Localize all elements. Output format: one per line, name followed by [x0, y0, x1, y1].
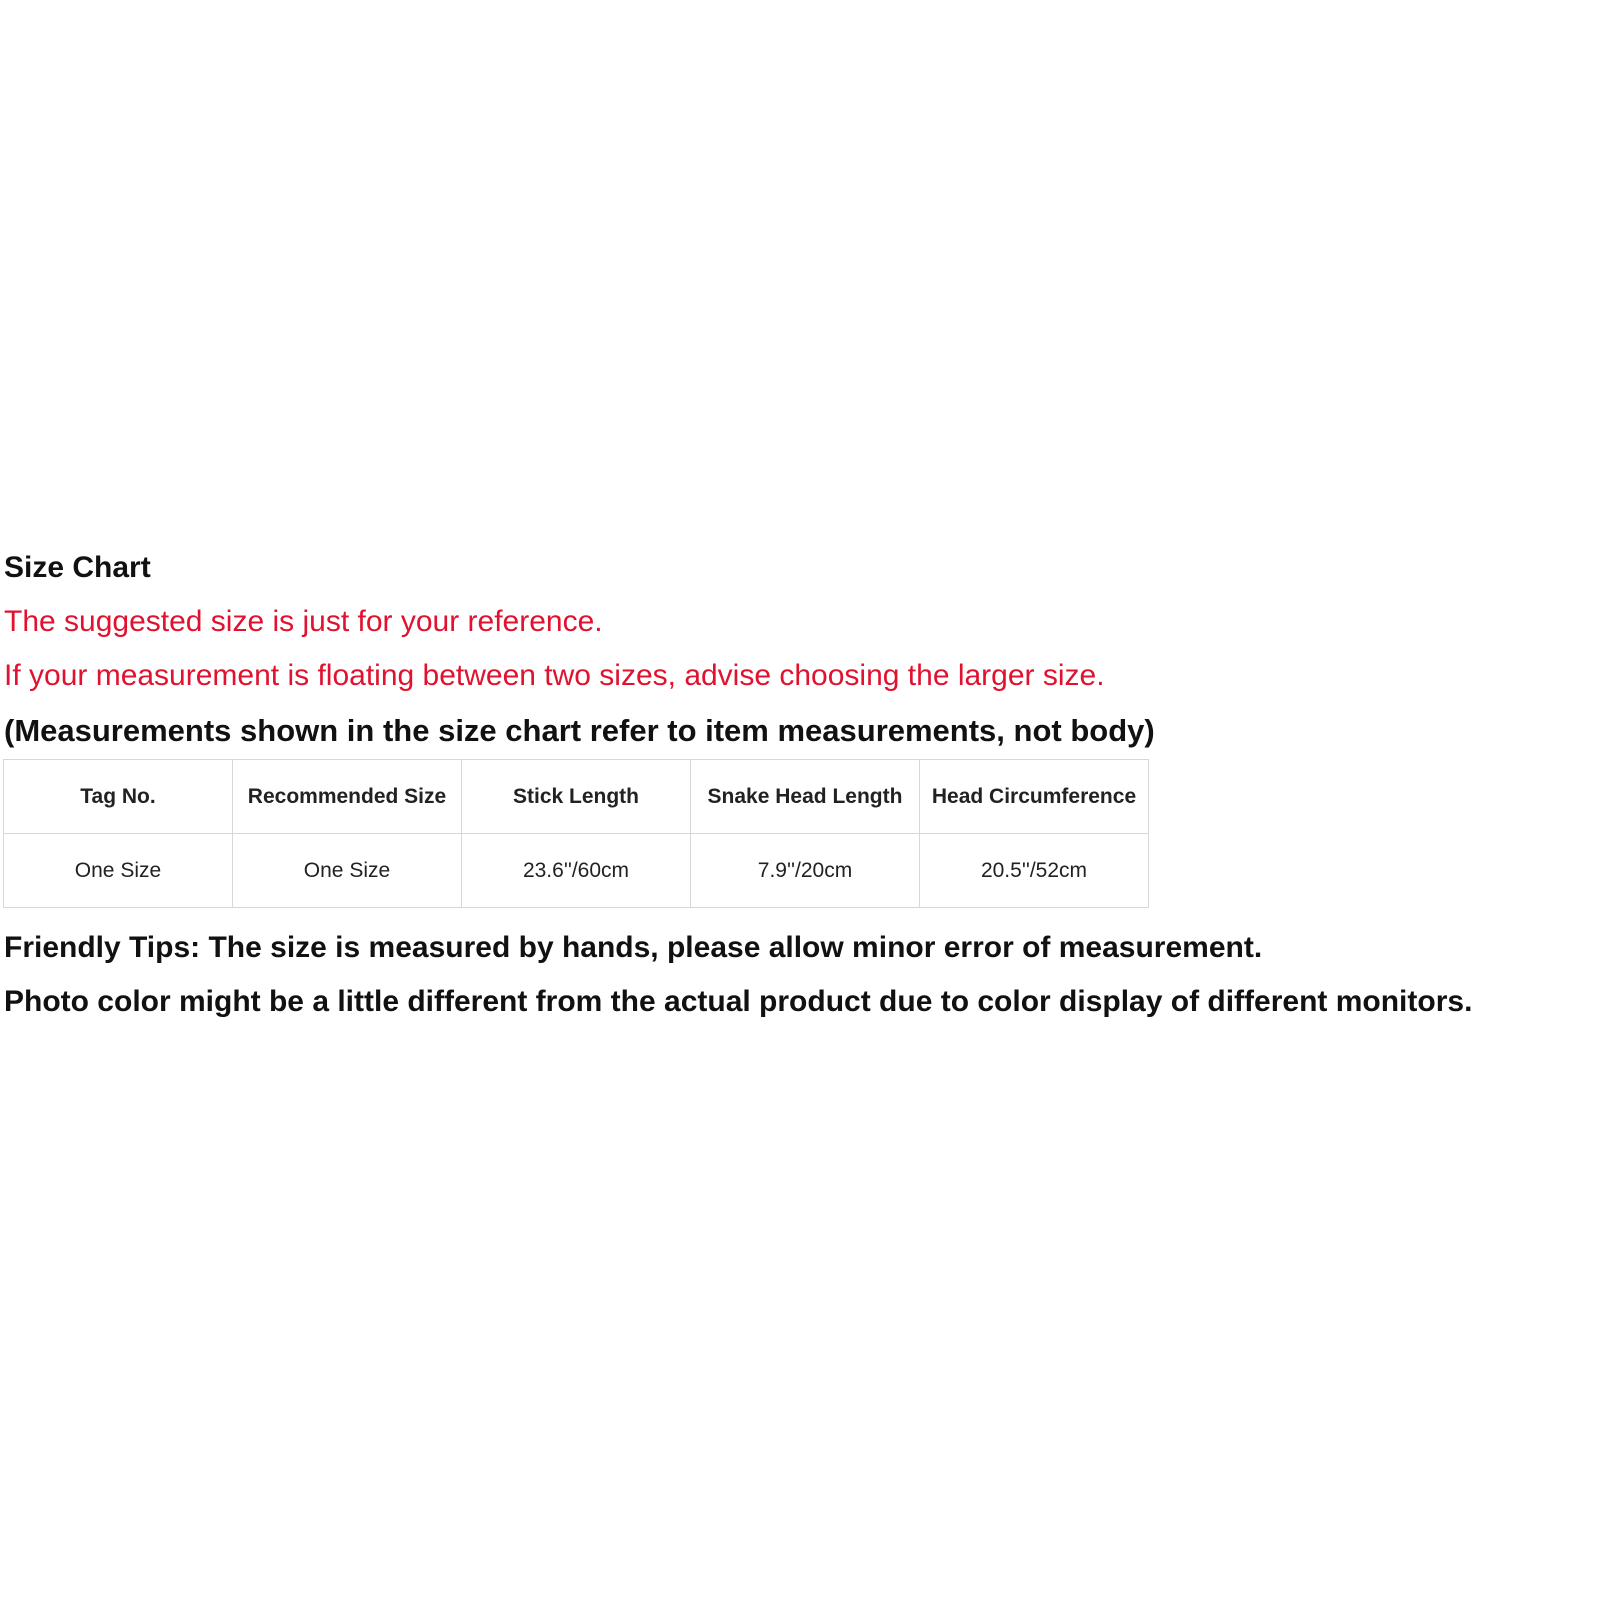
larger-size-advice: If your measurement is floating between two sizes, advise choosing the larger size.	[4, 659, 1105, 692]
friendly-tips	[0, 932, 1600, 1040]
header-head-circumference: Head Circumference	[920, 760, 1149, 834]
cell-snake-head-length: 7.9''/20cm	[691, 834, 920, 908]
header-tag-no: Tag No.	[4, 760, 233, 834]
measurement-disclaimer: (Measurements shown in the size chart refer to item measurements, not body)	[4, 713, 1155, 748]
table-row	[4, 834, 1149, 908]
reference-note: The suggested size is just for your reference.	[4, 605, 603, 638]
cell-stick-length: 23.6''/60cm	[462, 834, 691, 908]
color-tip: Photo color might be a little different from the actual product due to color display of different monitors.	[4, 985, 1473, 1018]
header-snake-head-length: Snake Head Length	[691, 760, 920, 834]
size-chart-section	[0, 553, 1600, 1040]
cell-recommended-size: One Size	[233, 834, 462, 908]
table-header-row	[4, 760, 1149, 834]
size-chart-heading: Size Chart	[4, 551, 151, 584]
measurement-tip: Friendly Tips: The size is measured by hands, please allow minor error of measurement.	[4, 931, 1263, 964]
size-table	[3, 759, 1149, 908]
cell-tag-no: One Size	[4, 834, 233, 908]
header-recommended-size: Recommended Size	[233, 760, 462, 834]
header-stick-length: Stick Length	[462, 760, 691, 834]
cell-head-circumference: 20.5''/52cm	[920, 834, 1149, 908]
